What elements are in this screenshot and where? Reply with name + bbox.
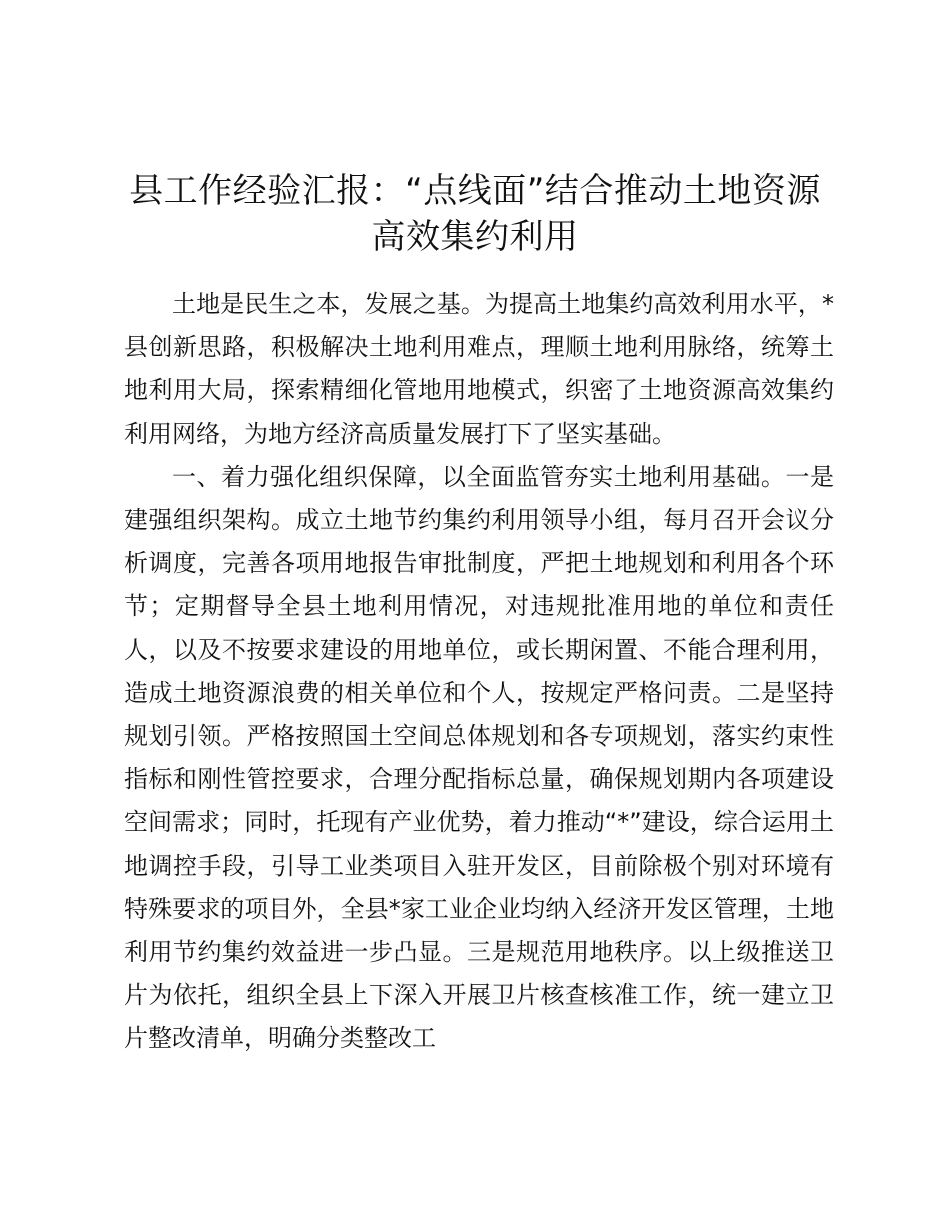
section-1-heading: 一、着力强化组织保障，以全面监管夯实土地利用基础。	[172, 462, 786, 491]
paragraph-section-1	[124, 456, 834, 1061]
section-1-text: 一是建强组织架构。成立土地节约集约利用领导小组，每月召开会议分析调度，完善各项用地报告审批制度，严把土地规划和利用各个环节；定期督导全县土地利用情况，对违规批准用地的单位和责任人，以及不按要求建设的用地单位，或长期闲置、不能合理利用，造成土地资源浪费的相关单位和个人，按规定严格问责。二是坚持规划引领。严格按照国土空间总体规划和各专项规划，落实约束性指标和刚性管控要求，合理分配指标总量，确保规划期内各项建设空间需求；同时，托现有产业优势，着力推动“*”建设，综合运用土地调控手段，引导工业类项目入驻开发区，目前除极个别对环境有特殊要求的项目外，全县*家工业企业均纳入经济开发区管理，土地利用节约集约效益进一步凸显。三是规范用地秩序。以上级推送卫片为依托，组织全县上下深入开展卫片核查核准工作，统一建立卫片整改清单，明确分类整改工	[124, 462, 835, 1053]
document-title	[100, 168, 850, 260]
paragraph-intro-text: 土地是民生之本，发展之基。为提高土地集约高效利用水平，*县创新思路，积极解决土地利用难点，理顺土地利用脉络，统筹土地利用大局，探索精细化管地用地模式，织密了土地资源高效集约利用网络，为地方经济高质量发展打下了坚实基础。	[124, 290, 834, 448]
title-line-1: 县工作经验汇报：“点线面”结合推动土地资源	[129, 171, 821, 211]
paragraph-intro	[124, 283, 834, 456]
document-body	[124, 283, 834, 1061]
title-line-2: 高效集约利用	[371, 217, 579, 257]
